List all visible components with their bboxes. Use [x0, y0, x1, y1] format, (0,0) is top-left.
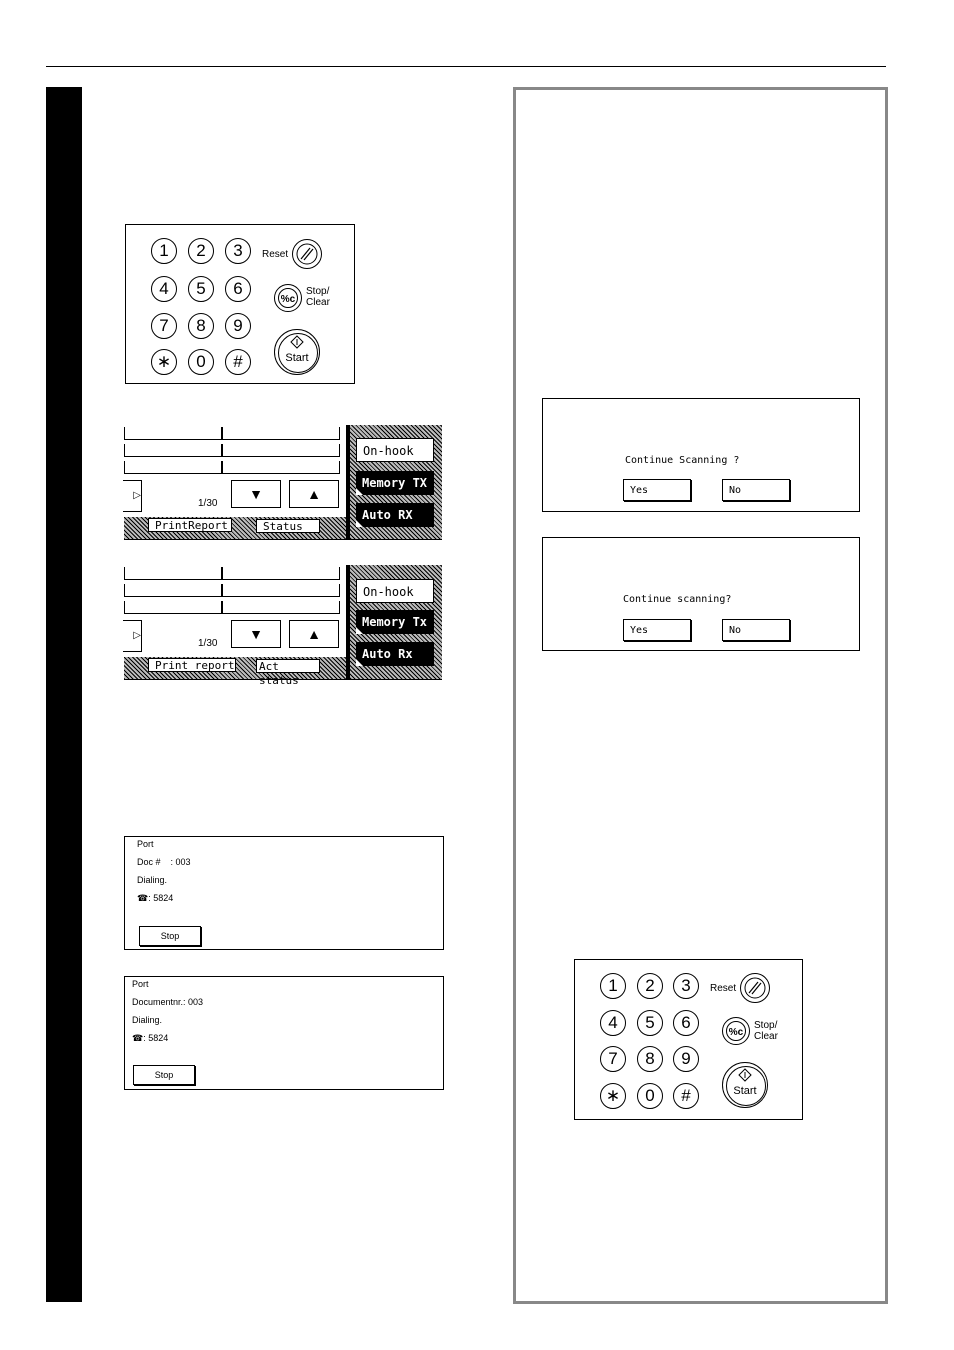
- keypad-illustration-bottom: [574, 959, 803, 1120]
- dialing-status: Dialing.: [137, 875, 168, 885]
- key-9[interactable]: 9: [673, 1046, 699, 1072]
- key-8[interactable]: 8: [637, 1046, 663, 1072]
- stop-clear-button[interactable]: [722, 1017, 750, 1045]
- document-number: Doc # : 003: [137, 857, 191, 867]
- key-1[interactable]: 1: [600, 973, 626, 999]
- destination-cell[interactable]: [124, 444, 222, 457]
- key-1[interactable]: 1: [151, 238, 177, 264]
- section-side-bar: [46, 87, 82, 1302]
- port-label: Port: [137, 839, 154, 849]
- phone-number: ☎: 5824: [132, 1033, 169, 1043]
- memory-tx-button[interactable]: Memory Tx: [356, 610, 434, 634]
- scroll-left-button[interactable]: ▷: [123, 480, 142, 512]
- key-9[interactable]: 9: [225, 313, 251, 339]
- memory-tx-button[interactable]: Memory TX: [356, 471, 434, 495]
- memory-tx-corner: [356, 627, 363, 634]
- key-2[interactable]: 2: [188, 238, 214, 264]
- page-indicator: 1/30: [198, 638, 218, 649]
- page-up-button[interactable]: ▲: [289, 620, 339, 648]
- dialing-status-panel-a: [124, 836, 444, 950]
- key-7[interactable]: 7: [151, 313, 177, 339]
- memory-tx-corner: [356, 488, 363, 495]
- key-5[interactable]: 5: [188, 276, 214, 302]
- stop-button[interactable]: Stop: [139, 926, 201, 946]
- side-panel-divider: [346, 565, 350, 679]
- svg-text:%c: %c: [280, 294, 296, 305]
- tab-status[interactable]: Status: [256, 519, 320, 533]
- key-7[interactable]: 7: [600, 1046, 626, 1072]
- on-hook-button[interactable]: On-hook: [356, 579, 434, 603]
- destination-cell[interactable]: [124, 584, 222, 597]
- phone-number: ☎: 5824: [137, 893, 174, 903]
- stop-label: Stop/: [306, 286, 330, 297]
- dialog-question: Continue Scanning ?: [625, 455, 740, 466]
- reset-label: Reset: [262, 249, 289, 260]
- destination-cell[interactable]: [124, 461, 222, 474]
- stop-button[interactable]: Stop: [133, 1065, 195, 1085]
- stop-clear-button[interactable]: [274, 284, 302, 312]
- key-3[interactable]: 3: [225, 238, 251, 264]
- tab-print-report[interactable]: Print report: [148, 658, 236, 672]
- key-8[interactable]: 8: [188, 313, 214, 339]
- key-0[interactable]: 0: [637, 1083, 663, 1109]
- auto-rx-button[interactable]: Auto Rx: [356, 642, 434, 666]
- key-hash[interactable]: #: [673, 1083, 699, 1109]
- key-2[interactable]: 2: [637, 973, 663, 999]
- svg-text:%c: %c: [728, 1027, 744, 1038]
- yes-button[interactable]: Yes: [623, 619, 691, 641]
- destination-cell[interactable]: [222, 427, 340, 440]
- dialing-status-panel-b: [124, 976, 444, 1090]
- destination-cell[interactable]: [124, 567, 222, 580]
- reset-label: Reset: [710, 983, 737, 994]
- tab-print-report[interactable]: PrintReport: [148, 518, 232, 532]
- page-down-button[interactable]: ▼: [231, 480, 281, 508]
- destination-cell[interactable]: [124, 427, 222, 440]
- dialog-question: Continue scanning?: [623, 594, 732, 605]
- key-0[interactable]: 0: [188, 349, 214, 375]
- start-button[interactable]: [274, 329, 320, 375]
- lcd-panel-b: [124, 565, 442, 687]
- page-up-button[interactable]: ▲: [289, 480, 339, 508]
- right-column-frame: [513, 87, 888, 1304]
- stop-label: Stop/: [754, 1020, 778, 1031]
- reset-button[interactable]: [292, 239, 322, 269]
- key-asterisk[interactable]: ∗: [600, 1083, 626, 1109]
- destination-cell[interactable]: [222, 461, 340, 474]
- key-6[interactable]: 6: [225, 276, 251, 302]
- destination-cell[interactable]: [222, 601, 340, 614]
- continue-scanning-dialog-a: [542, 398, 860, 512]
- scroll-left-button[interactable]: ▷: [123, 620, 142, 652]
- key-hash[interactable]: #: [225, 349, 251, 375]
- no-button[interactable]: No: [722, 619, 790, 641]
- key-4[interactable]: 4: [151, 276, 177, 302]
- destination-cell[interactable]: [222, 444, 340, 457]
- destination-cell[interactable]: [222, 567, 340, 580]
- key-6[interactable]: 6: [673, 1010, 699, 1036]
- key-3[interactable]: 3: [673, 973, 699, 999]
- on-hook-button[interactable]: On-hook: [356, 438, 434, 462]
- document-number: Documentnr.: 003: [132, 997, 204, 1007]
- keypad-illustration-top: [125, 224, 355, 384]
- no-button[interactable]: No: [722, 479, 790, 501]
- reset-icon: [741, 974, 769, 1002]
- yes-button[interactable]: Yes: [623, 479, 691, 501]
- stop-clear-icon: [275, 285, 301, 311]
- key-5[interactable]: 5: [637, 1010, 663, 1036]
- stop-clear-icon: [723, 1018, 749, 1044]
- auto-rx-button[interactable]: Auto RX: [356, 503, 434, 527]
- lcd-panel-a: [124, 425, 442, 540]
- clear-label: Clear: [306, 297, 330, 308]
- page-down-button[interactable]: ▼: [231, 620, 281, 648]
- page-indicator: 1/30: [198, 498, 218, 509]
- destination-cell[interactable]: [124, 601, 222, 614]
- tab-act-status[interactable]: Act status: [256, 659, 320, 673]
- key-4[interactable]: 4: [600, 1010, 626, 1036]
- dialing-status: Dialing.: [132, 1015, 163, 1025]
- start-button[interactable]: [722, 1062, 768, 1108]
- destination-cell[interactable]: [222, 584, 340, 597]
- auto-rx-corner: [356, 520, 363, 527]
- top-rule: [46, 66, 886, 67]
- continue-scanning-dialog-b: [542, 537, 860, 651]
- auto-rx-corner: [356, 659, 363, 666]
- reset-button[interactable]: [740, 973, 770, 1003]
- start-label: Start: [285, 352, 309, 364]
- reset-icon: [293, 240, 321, 268]
- key-asterisk[interactable]: ∗: [151, 349, 177, 375]
- side-panel-divider: [346, 425, 350, 539]
- clear-label: Clear: [754, 1031, 778, 1042]
- start-label: Start: [733, 1085, 757, 1097]
- port-label: Port: [132, 979, 149, 989]
